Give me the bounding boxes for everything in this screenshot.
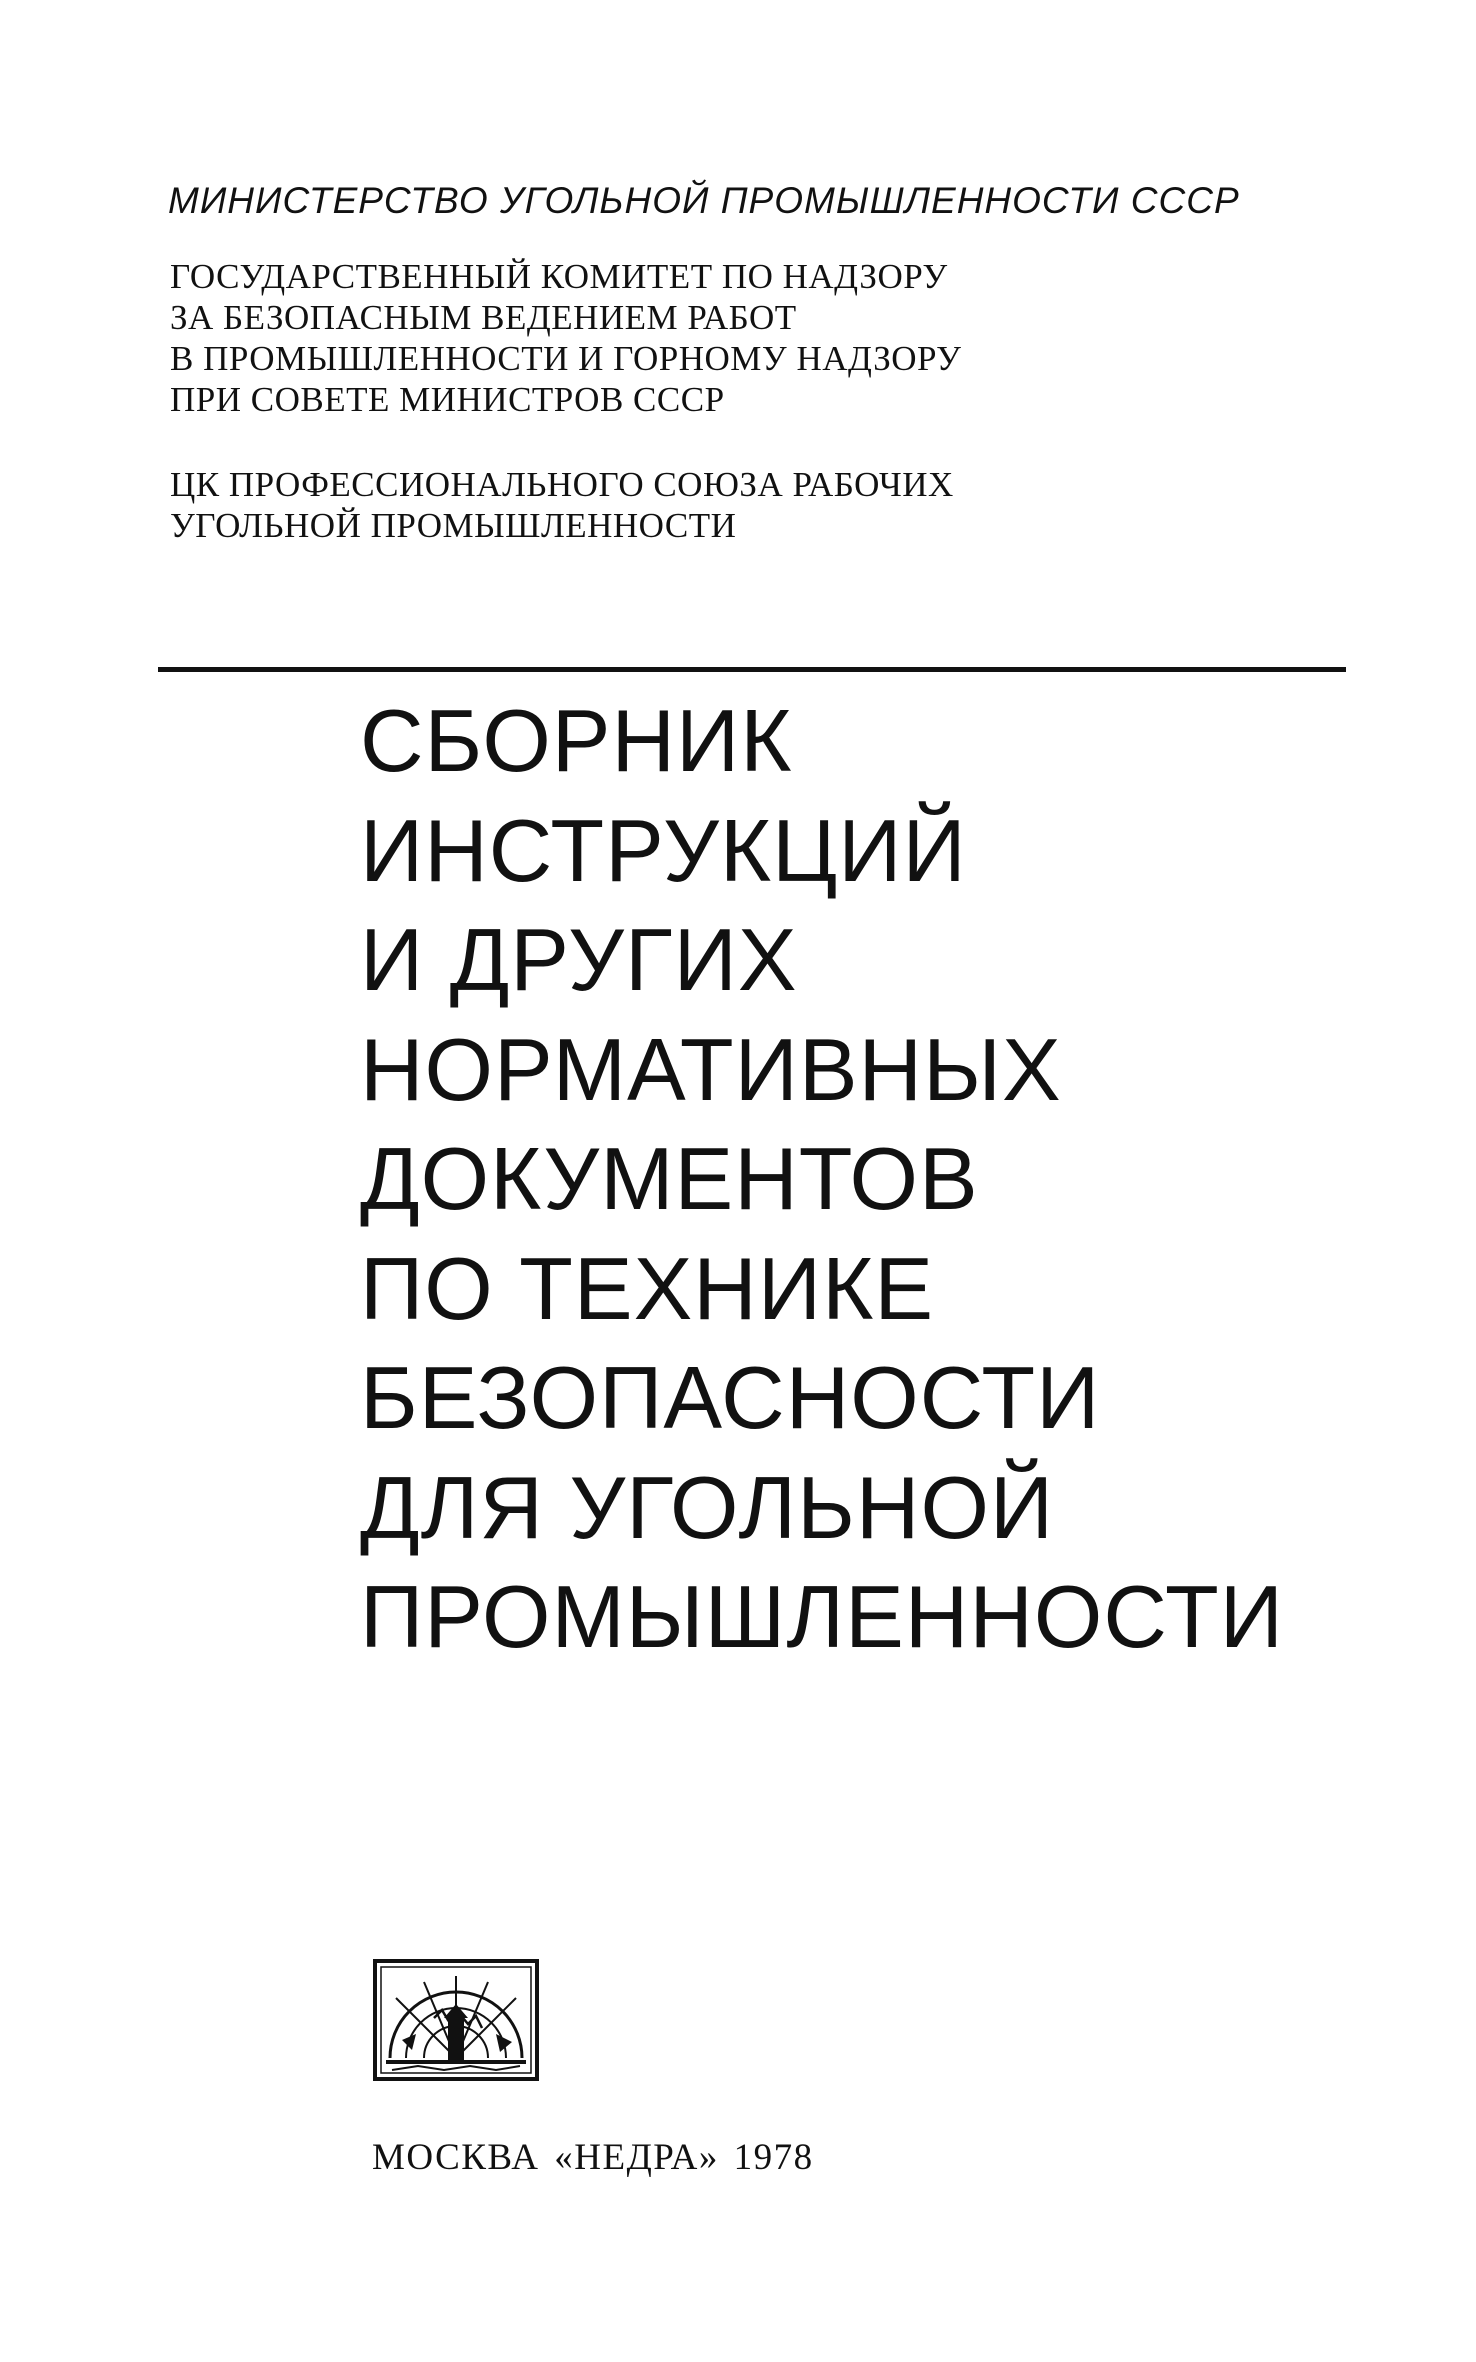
- nedra-publisher-logo-icon: [372, 1958, 540, 2090]
- committee-line: В ПРОМЫШЛЕННОСТИ И ГОРНОМУ НАДЗОРУ: [170, 339, 962, 378]
- title-line: НОРМАТИВНЫХ: [360, 1019, 1062, 1119]
- title-line: ДЛЯ УГОЛЬНОЙ: [360, 1457, 1055, 1557]
- title-line: ПО ТЕХНИКЕ: [360, 1238, 935, 1338]
- horizontal-divider: [158, 667, 1346, 672]
- committee-line: ГОСУДАРСТВЕННЫЙ КОМИТЕТ ПО НАДЗОРУ: [170, 257, 948, 296]
- trade-union-block: [170, 464, 954, 546]
- committee-line: ПРИ СОВЕТЕ МИНИСТРОВ СССР: [170, 380, 725, 419]
- title-line: СБОРНИК: [360, 691, 793, 790]
- publisher-imprint: МОСКВА «НЕДРА» 1978: [372, 2137, 814, 2178]
- book-title: [360, 686, 1284, 1672]
- title-line: ИНСТРУКЦИЙ: [360, 800, 967, 900]
- title-line: ДОКУМЕНТОВ: [360, 1129, 979, 1228]
- committee-line: ЗА БЕЗОПАСНЫМ ВЕДЕНИЕМ РАБОТ: [170, 298, 797, 337]
- title-line: БЕЗОПАСНОСТИ: [360, 1348, 1101, 1447]
- title-line: ПРОМЫШЛЕННОСТИ: [360, 1567, 1284, 1666]
- union-line: ЦК ПРОФЕССИОНАЛЬНОГО СОЮЗА РАБОЧИХ: [170, 465, 954, 504]
- union-line: УГОЛЬНОЙ ПРОМЫШЛЕННОСТИ: [170, 506, 737, 545]
- state-committee-block: [170, 256, 961, 420]
- title-line: И ДРУГИХ: [360, 910, 798, 1009]
- ministry-line: МИНИСТЕРСТВО УГОЛЬНОЙ ПРОМЫШЛЕННОСТИ СССР: [168, 180, 1240, 221]
